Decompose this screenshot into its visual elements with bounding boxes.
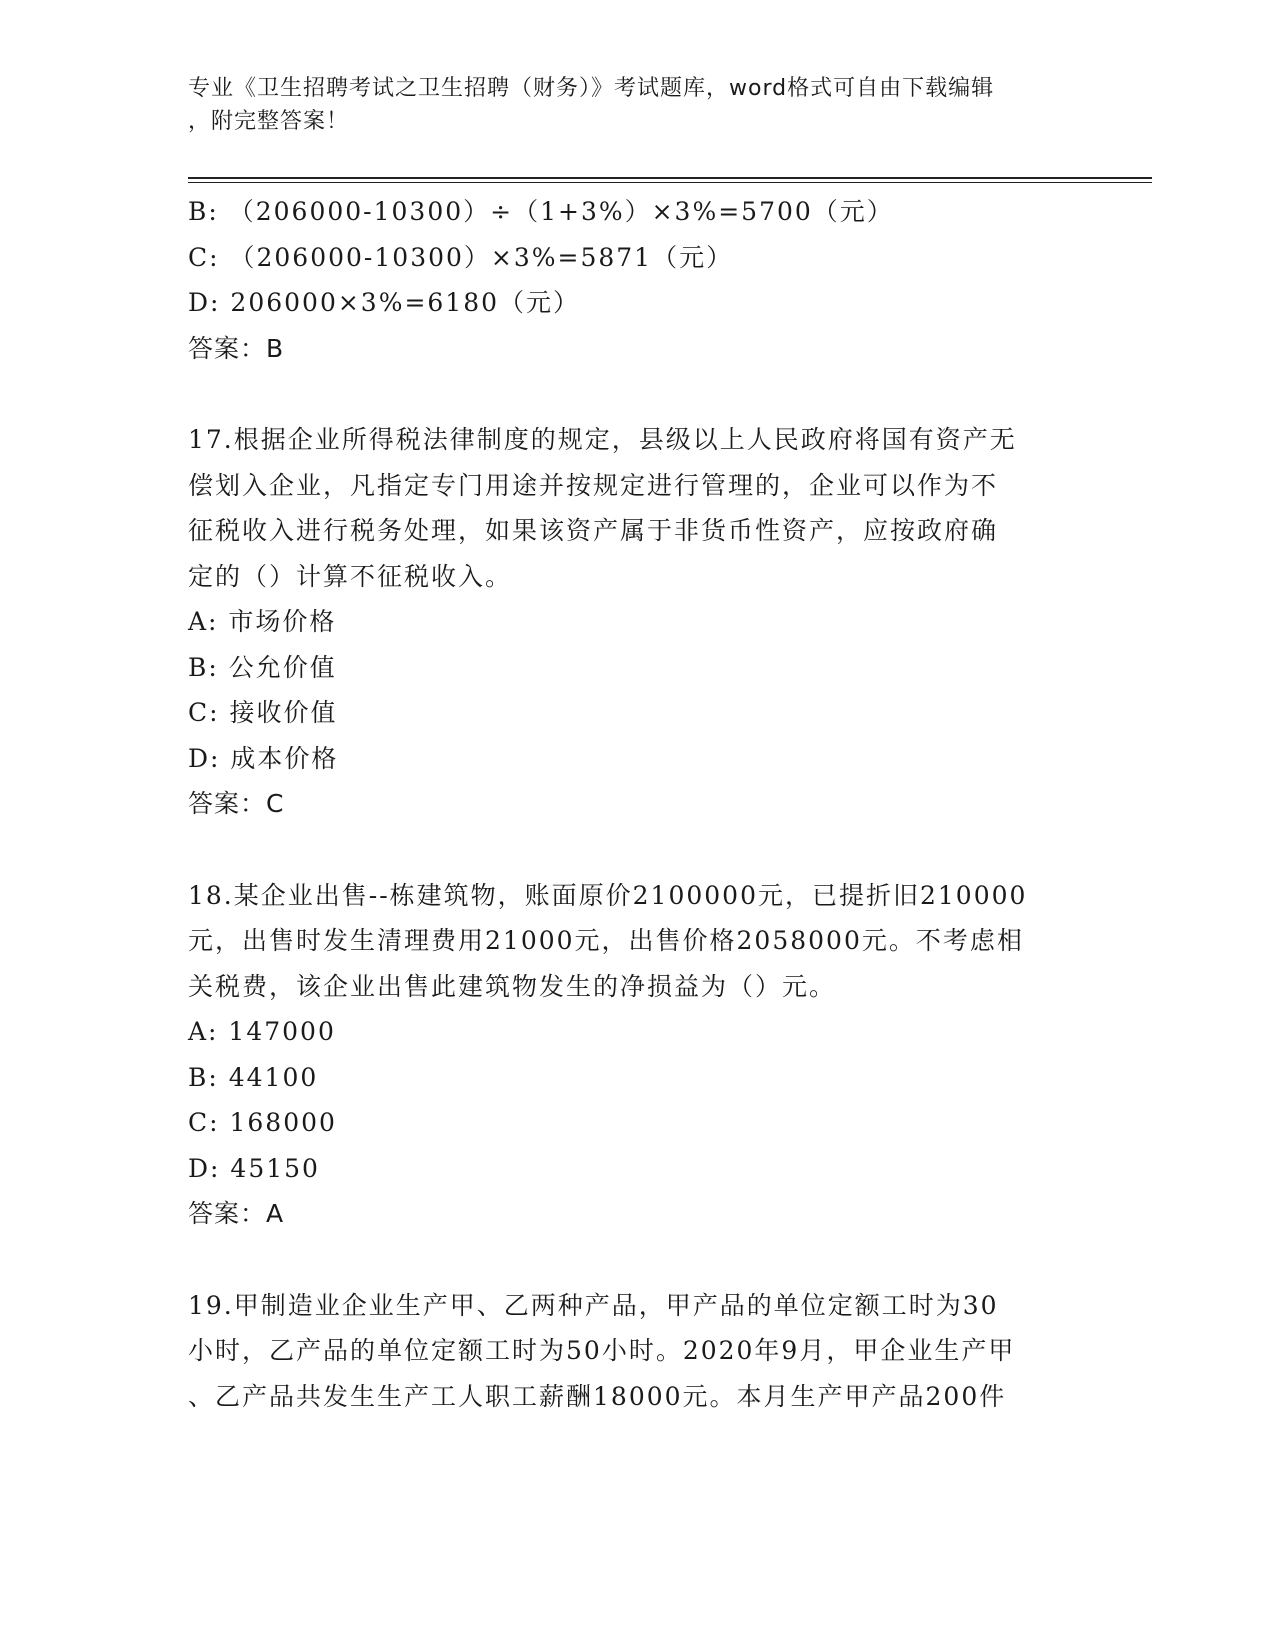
question-16-tail bbox=[188, 189, 1088, 371]
question-text-line: 定的（）计算不征税收入。 bbox=[188, 561, 513, 591]
option-d: D: 206000×3%=6180（元） bbox=[188, 288, 581, 317]
spacer bbox=[188, 371, 1088, 417]
header-divider-thick bbox=[188, 177, 1152, 179]
question-text-line: 18.某企业出售--栋建筑物，账面原价2100000元，已提折旧210000 bbox=[188, 880, 1028, 910]
answer: 答案：C bbox=[188, 789, 285, 818]
spacer bbox=[188, 827, 1088, 873]
question-18 bbox=[188, 873, 1088, 1237]
option-c: C: 接收价值 bbox=[188, 698, 338, 727]
question-list bbox=[188, 189, 1088, 1419]
option-d: D: 成本价格 bbox=[188, 743, 339, 773]
option-d: D: 45150 bbox=[188, 1153, 320, 1183]
option-c: C: （206000-10300）×3%=5871（元） bbox=[188, 242, 734, 272]
question-text-line: 、乙产品共发生生产工人职工薪酬18000元。本月生产甲产品200件 bbox=[188, 1381, 1007, 1411]
answer: 答案：B bbox=[188, 333, 285, 363]
option-b: B: 公允价值 bbox=[188, 652, 337, 682]
header-title-line2: ，附完整答案！ bbox=[188, 109, 350, 134]
question-text-line: 关税费，该企业出售此建筑物发生的净损益为（）元。 bbox=[188, 971, 837, 1001]
question-text-line: 征税收入进行税务处理，如果该资产属于非货币性资产，应按政府确 bbox=[188, 516, 999, 545]
option-a: A: 147000 bbox=[188, 1017, 336, 1046]
option-b: B: （206000-10300）÷（1+3%）×3%=5700（元） bbox=[188, 197, 894, 226]
header-title-line1: 专业《卫生招聘考试之卫生招聘（财务）》考试题库，word格式可自由下载编辑 bbox=[188, 76, 995, 101]
question-text-line: 元，出售时发生清理费用21000元，出售价格2058000元。不考虑相 bbox=[188, 926, 1024, 955]
page-header bbox=[188, 72, 1068, 138]
option-b: B: 44100 bbox=[188, 1062, 319, 1092]
option-c: C: 168000 bbox=[188, 1108, 337, 1137]
question-19 bbox=[188, 1283, 1088, 1420]
answer: 答案：A bbox=[188, 1199, 285, 1228]
option-a: A: 市场价格 bbox=[188, 607, 337, 636]
spacer bbox=[188, 1237, 1088, 1283]
question-text-line: 偿划入企业，凡指定专门用途并按规定进行管理的，企业可以作为不 bbox=[188, 470, 999, 500]
question-17 bbox=[188, 417, 1088, 827]
header-divider-thin bbox=[188, 182, 1152, 183]
question-text-line: 17.根据企业所得税法律制度的规定，县级以上人民政府将国有资产无 bbox=[188, 425, 1017, 454]
question-text-line: 19.甲制造业企业生产甲、乙两种产品，甲产品的单位定额工时为30 bbox=[188, 1290, 999, 1320]
question-text-line: 小时，乙产品的单位定额工时为50小时。2020年9月，甲企业生产甲 bbox=[188, 1336, 1016, 1365]
